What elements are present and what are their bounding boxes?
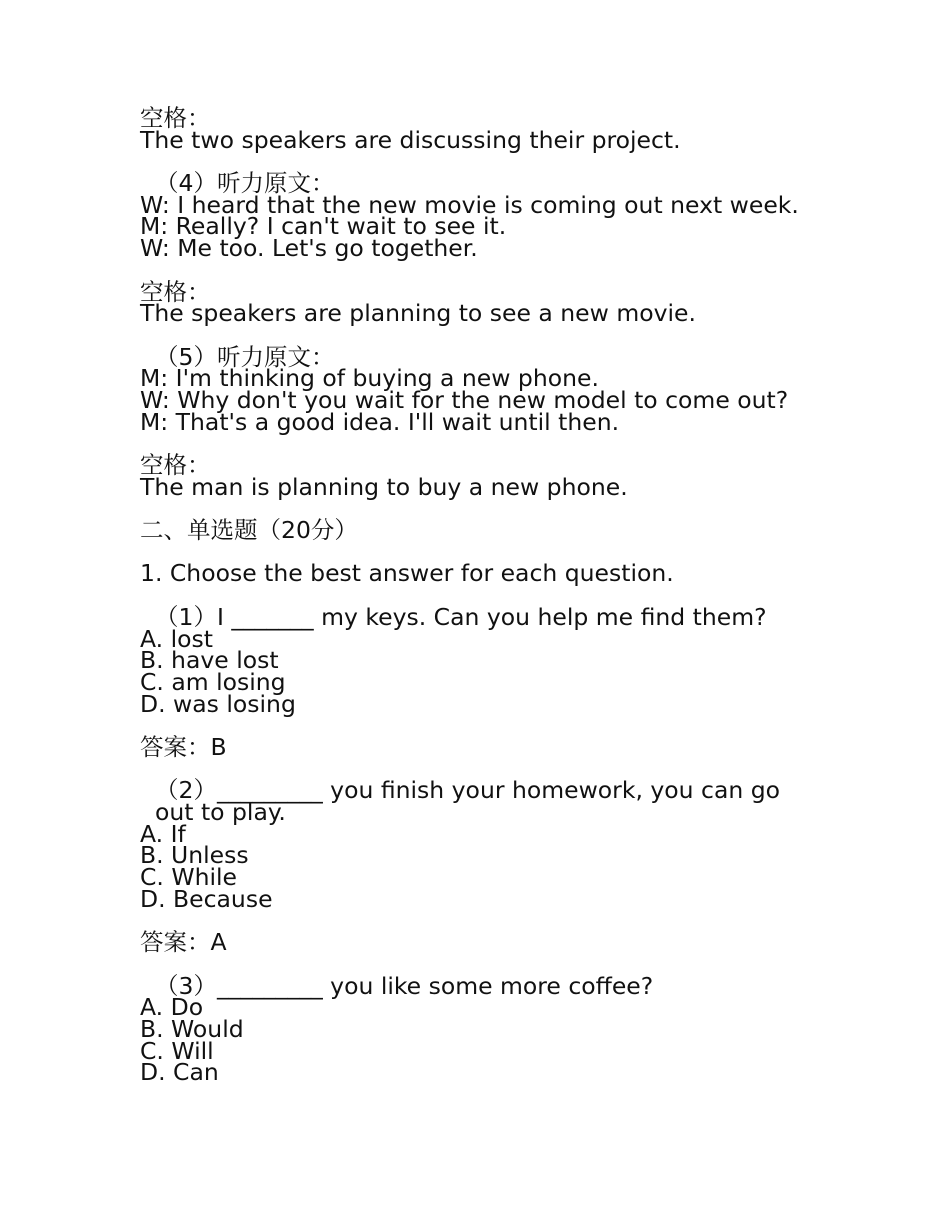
text-line: D. Can xyxy=(140,1058,219,1087)
text-line: 空格： xyxy=(140,277,211,306)
text-block xyxy=(140,732,840,761)
text-line: W: I heard that the new movie is coming out next week. xyxy=(140,190,799,219)
text-line: B. have lost xyxy=(140,646,279,675)
text-line: The two speakers are discussing their project. xyxy=(140,125,681,154)
text-line: 答案：B xyxy=(140,732,227,761)
text-block xyxy=(140,776,840,913)
paragraph-spacer xyxy=(140,715,840,737)
text-line: （1）I _______ my keys. Can you help me find them? xyxy=(155,602,767,631)
text-line: （2）_________ you finish your homework, you can go out to play. xyxy=(155,776,781,827)
text-line: C. While xyxy=(140,863,237,892)
text-block xyxy=(140,559,840,588)
text-block xyxy=(140,602,840,718)
text-block xyxy=(140,516,840,545)
text-line: （4）听力原文： xyxy=(155,169,335,198)
text-line: D. Because xyxy=(140,884,273,913)
text-block xyxy=(140,971,840,1087)
text-block xyxy=(140,451,840,501)
paragraph-spacer xyxy=(140,910,840,932)
text-block xyxy=(140,277,840,328)
text-line: 二、单选题（20分） xyxy=(140,516,358,545)
text-block xyxy=(140,104,840,154)
text-block xyxy=(140,169,840,263)
paragraph-spacer xyxy=(140,433,840,455)
text-line: M: Really? I can't wait to see it. xyxy=(140,212,507,241)
text-line: A. If xyxy=(140,819,186,848)
text-line: 空格： xyxy=(140,104,211,132)
text-line: The speakers are planning to see a new movie. xyxy=(140,299,696,328)
text-line: W: Why don't you wait for the new model to come out? xyxy=(140,385,789,414)
document-page xyxy=(140,104,840,1087)
text-line: W: Me too. Let's go together. xyxy=(140,234,478,263)
text-block xyxy=(140,928,840,957)
text-line: C. Will xyxy=(140,1036,214,1065)
text-line: B. Unless xyxy=(140,841,249,870)
text-line: 空格： xyxy=(140,451,211,479)
text-line: （3）_________ you like some more coffee? xyxy=(155,971,654,1000)
text-line: 答案：A xyxy=(140,928,227,957)
text-line: A. Do xyxy=(140,993,204,1022)
text-line: The man is planning to buy a new phone. xyxy=(140,472,628,501)
text-block xyxy=(140,342,840,436)
text-line: A. lost xyxy=(140,624,213,653)
paragraph-spacer xyxy=(140,260,840,282)
text-line: M: That's a good idea. I'll wait until then. xyxy=(140,407,620,436)
text-line: C. am losing xyxy=(140,667,286,696)
text-line: B. Would xyxy=(140,1014,244,1043)
text-line: 1. Choose the best answer for each question. xyxy=(140,559,674,588)
text-line: M: I'm thinking of buying a new phone. xyxy=(140,364,599,393)
text-line: D. was losing xyxy=(140,689,296,718)
text-line: （5）听力原文： xyxy=(155,342,335,371)
